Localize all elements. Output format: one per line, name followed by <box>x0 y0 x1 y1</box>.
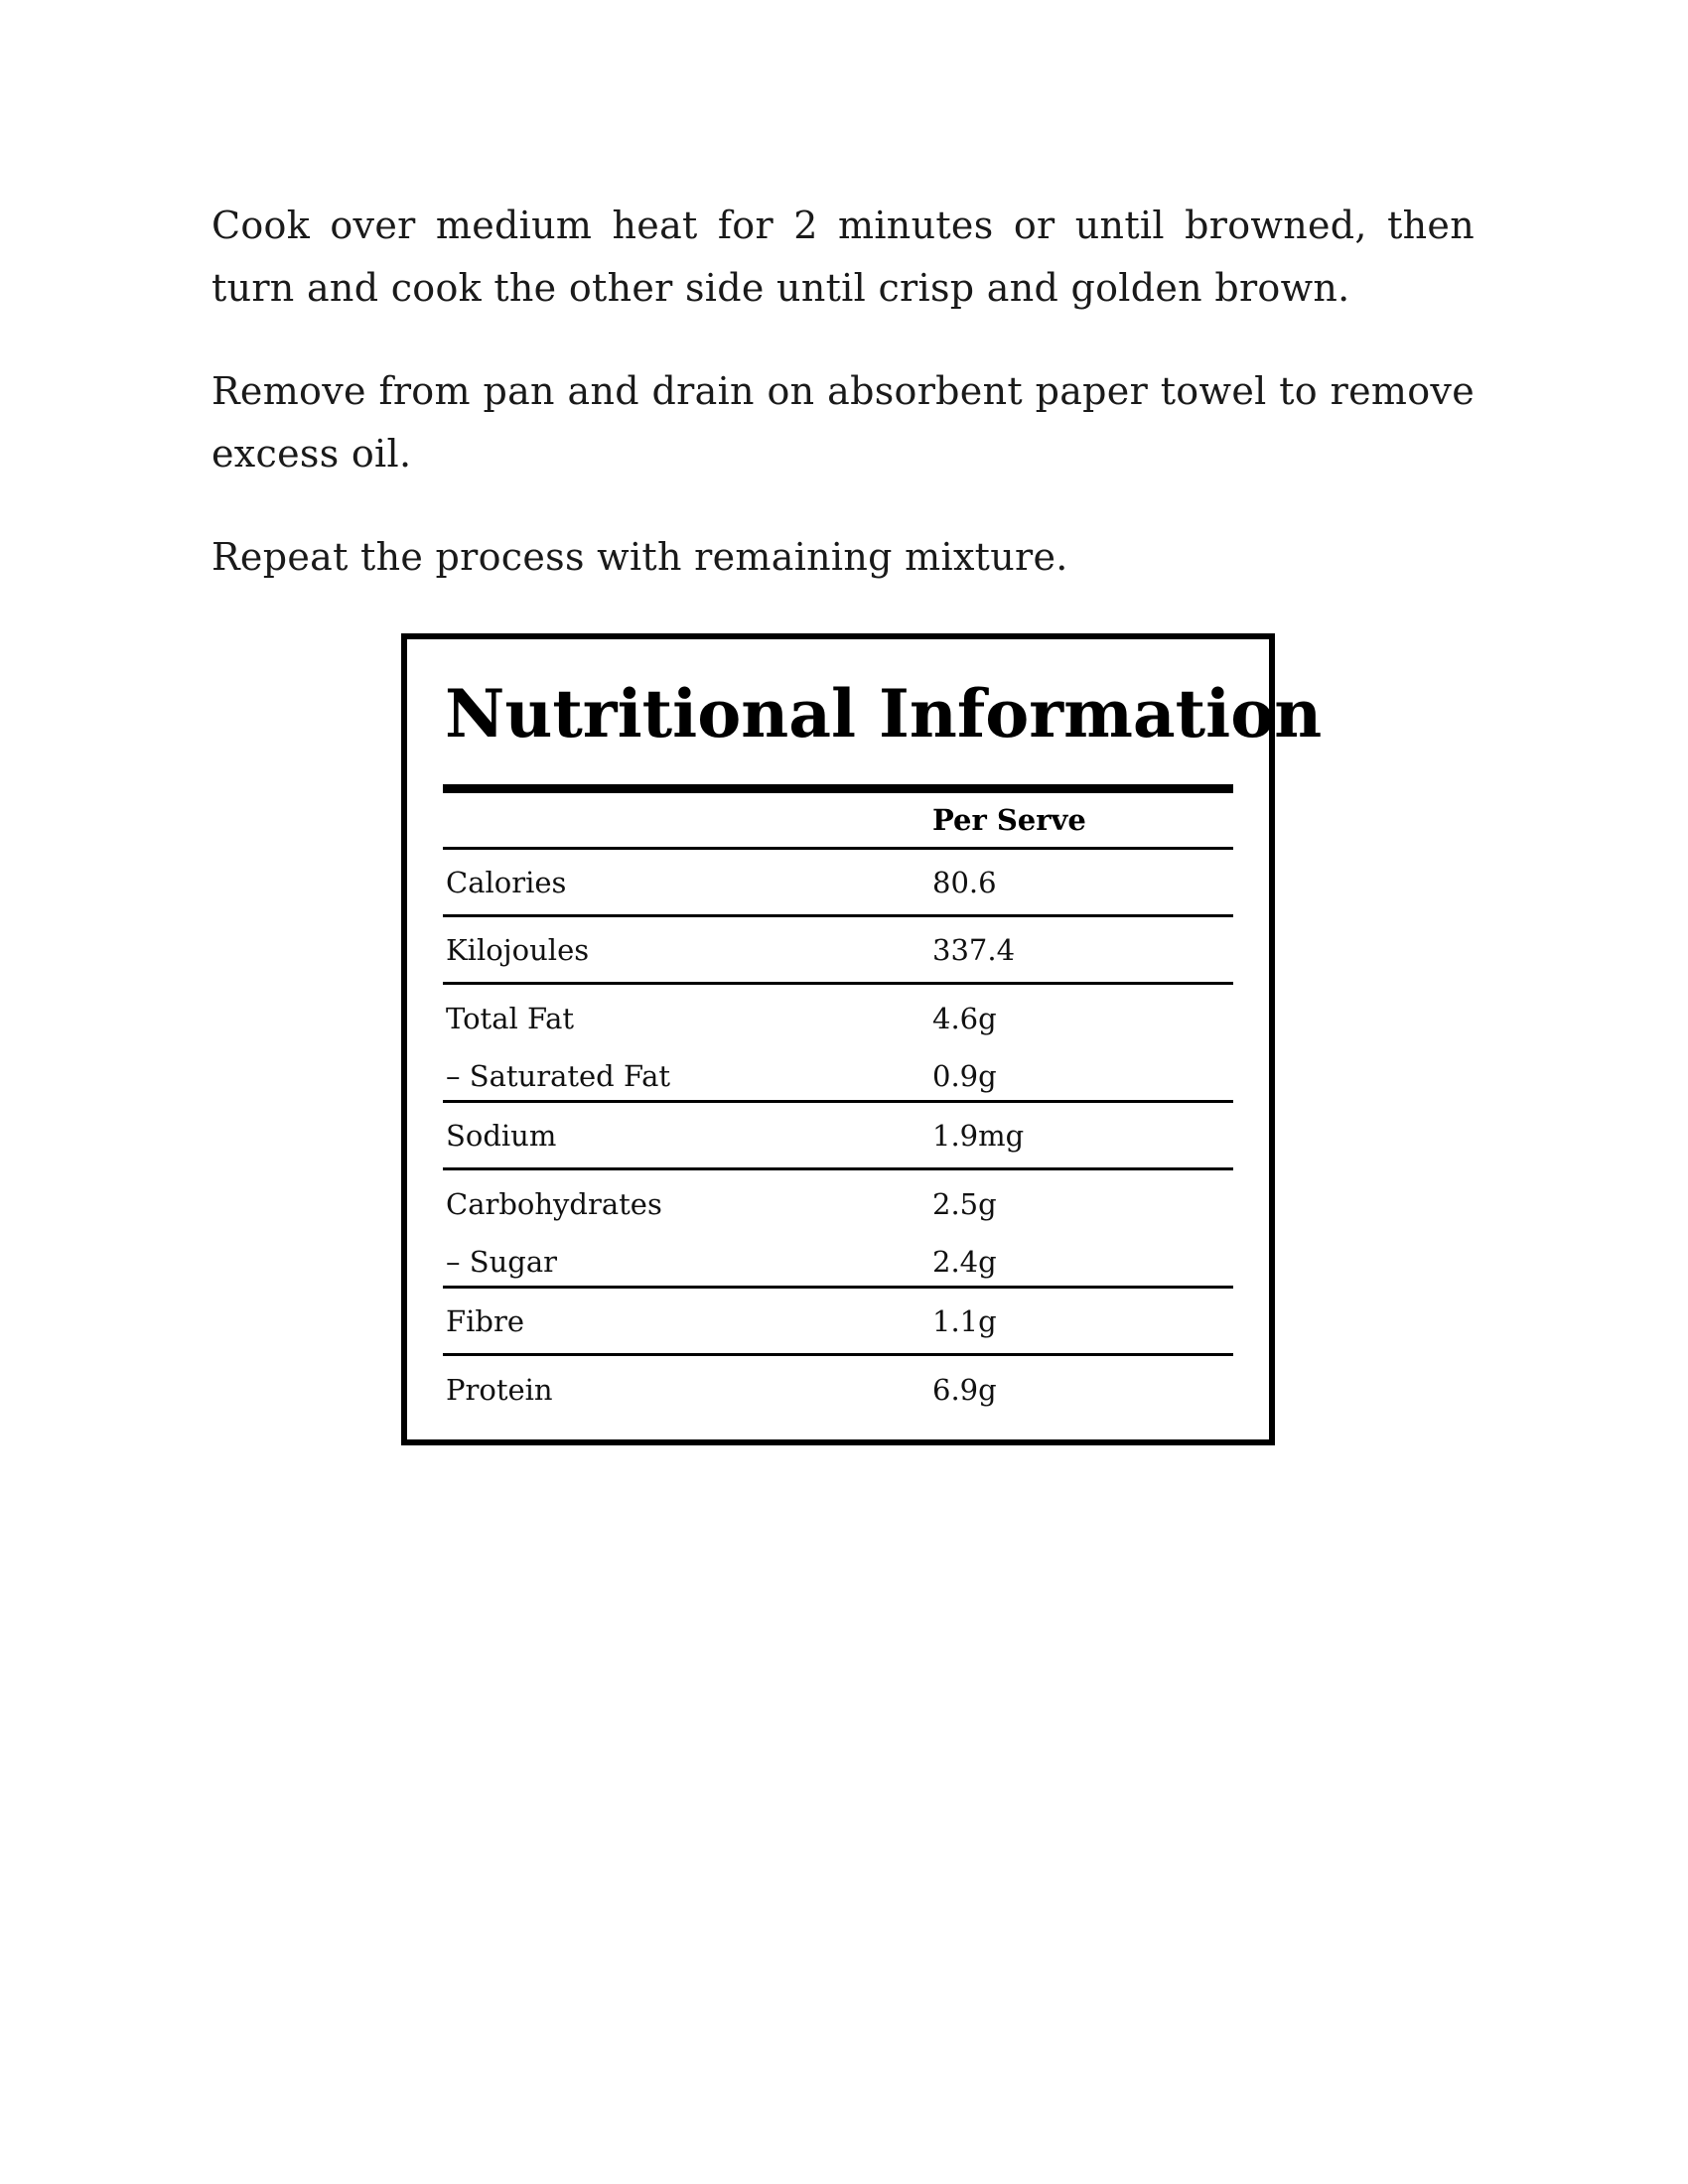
nutrient-value: 6.9g <box>932 1373 997 1407</box>
table-row <box>443 917 1233 985</box>
nutrient-label: Sodium <box>446 1118 557 1153</box>
title-divider <box>443 784 1233 793</box>
nutrition-table <box>443 793 1233 1424</box>
nutrient-label: Total Fat <box>446 1002 575 1035</box>
column-header-per-serve: Per Serve <box>932 803 1086 837</box>
method-paragraph: Cook over medium heat for 2 minutes or until browned, then turn and cook the other side until crisp and golden brown. <box>211 204 1475 310</box>
nutrient-value: 1.9mg <box>932 1118 1025 1153</box>
method-paragraph: Repeat the process with remaining mixture. <box>211 535 1068 579</box>
nutrient-value: 337.4 <box>932 932 1016 967</box>
table-row <box>443 850 1233 917</box>
nutrient-label: Carbohydrates <box>446 1187 662 1221</box>
nutrient-label: – Sugar <box>446 1245 557 1279</box>
nutrition-panel <box>401 633 1323 1445</box>
nutrient-label: – Saturated Fat <box>446 1059 671 1093</box>
method-paragraph: Remove from pan and drain on absorbent paper towel to remove excess oil. <box>211 369 1475 476</box>
nutrient-value: 0.9g <box>932 1059 997 1093</box>
nutrient-value: 4.6g <box>932 1002 997 1035</box>
table-row <box>443 1289 1233 1356</box>
table-row <box>443 1356 1233 1424</box>
table-row <box>443 1103 1233 1170</box>
table-row <box>443 1238 1233 1289</box>
table-row <box>443 1052 1233 1103</box>
table-row <box>443 985 1233 1052</box>
nutrient-value: 2.5g <box>932 1187 997 1221</box>
nutrient-value: 1.1g <box>932 1303 997 1338</box>
nutrient-label: Fibre <box>446 1303 524 1338</box>
recipe-method <box>211 195 1475 629</box>
nutrient-label: Protein <box>446 1373 553 1407</box>
nutrient-label: Kilojoules <box>446 932 590 967</box>
nutrient-value: 80.6 <box>932 865 997 899</box>
table-header-row <box>443 793 1233 850</box>
nutrient-value: 2.4g <box>932 1245 997 1279</box>
nutrient-label: Calories <box>446 865 567 899</box>
nutrition-title: Nutritional Information <box>445 675 1323 752</box>
table-row <box>443 1170 1233 1238</box>
